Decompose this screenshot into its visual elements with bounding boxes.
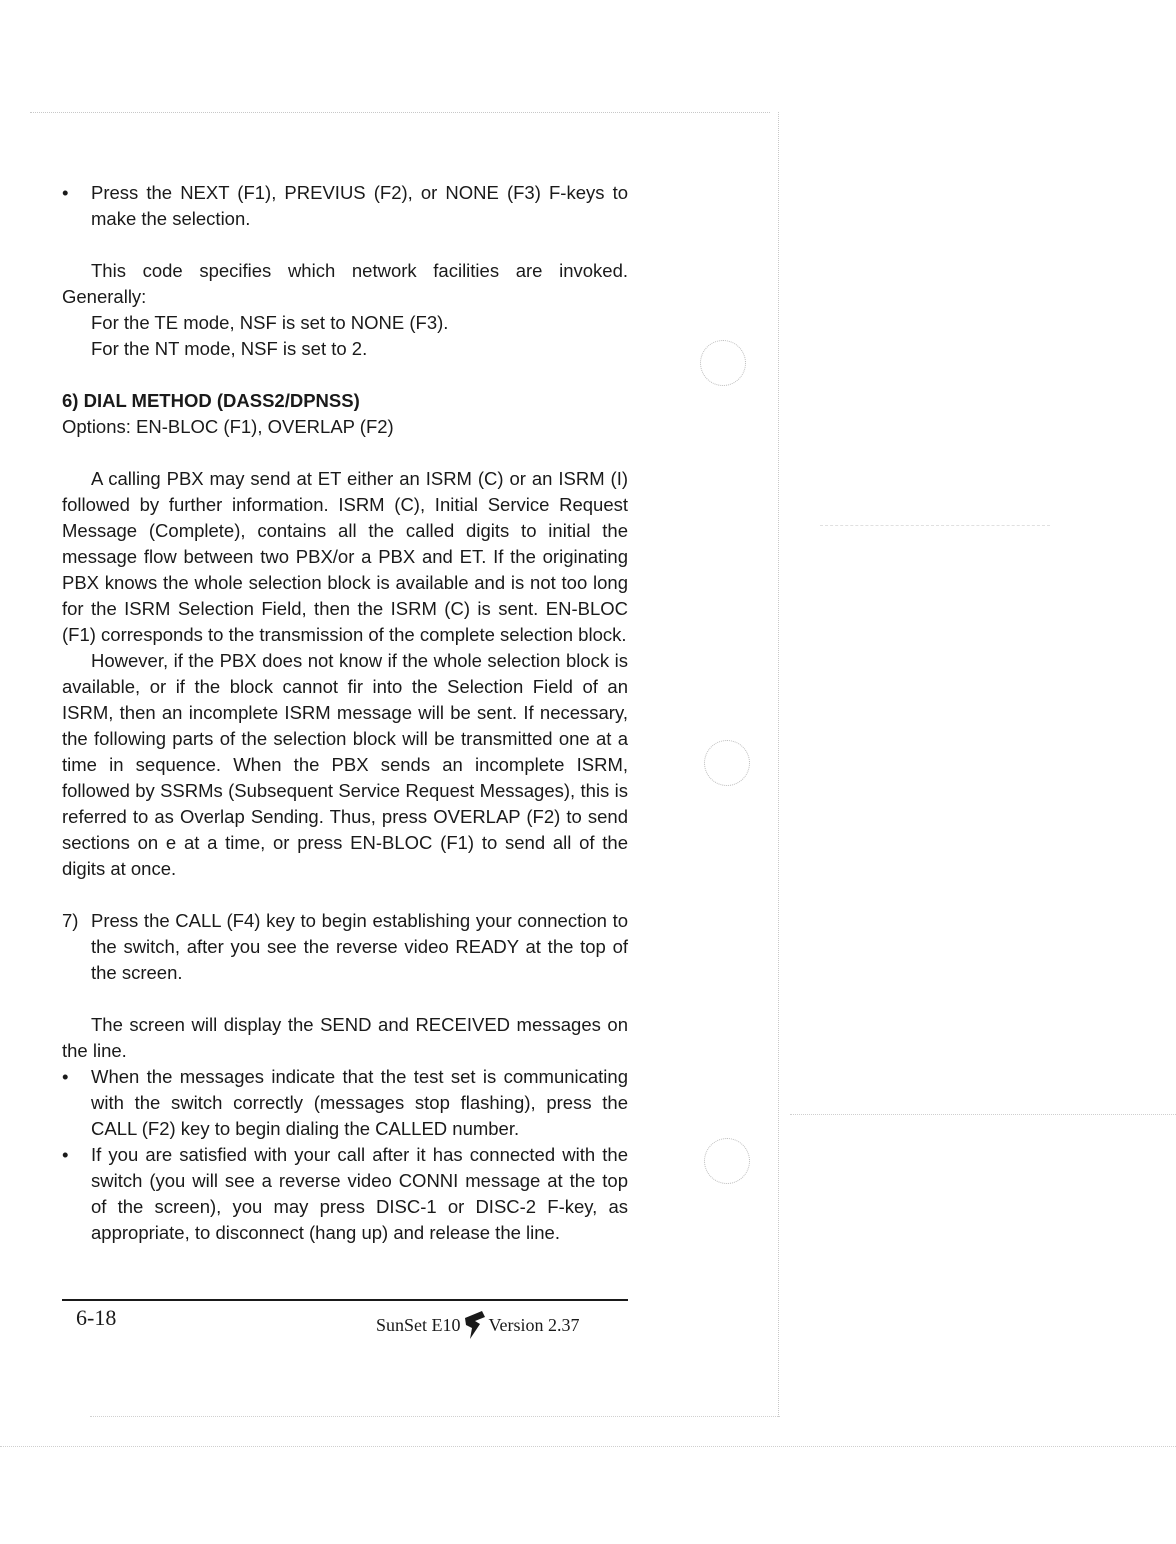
nt-mode-line: For the NT mode, NSF is set to 2. <box>91 338 368 359</box>
page-edge-top <box>30 112 770 113</box>
page-number: 6-18 <box>76 1305 117 1330</box>
page-content <box>62 180 628 1246</box>
section-heading: 6) DIAL METHOD (DASS2/DPNSS) <box>62 390 360 411</box>
bullet-text: When the messages indicate that the test set is communicating with the switch correctly (messages stop flashing), press the CALL (F2) key to begin dialing the CALLED number. <box>91 1066 628 1139</box>
scan-line-bottom <box>0 1446 1176 1447</box>
footer-rule <box>62 1299 628 1301</box>
punch-hole-top <box>700 340 746 386</box>
paragraph: However, if the PBX does not know if the whole selection block is available, or if the block cannot fir into the Selection Field of an ISRM, then an incomplete ISRM message will be sent. If necessary, the following parts of the selection block will be transmitted one at a time in sequence. When the PBX sends an incomplete ISRM, followed by SSRMs (Subsequent Service Request Messages), this is referred to as Overlap Sending. Thus, press OVERLAP (F2) to send sections on e at a time, or press EN-BLOC (F1) to send all of the digits at once. <box>62 650 628 879</box>
bullet-item <box>62 1142 628 1246</box>
step-number: 7) <box>62 910 79 931</box>
bullet-item <box>62 180 628 232</box>
page-edge-right <box>778 112 779 1417</box>
scan-line-right <box>790 1114 1176 1115</box>
paragraph: This code specifies which network facilities are invoked. Generally: <box>62 260 628 307</box>
bullet-text: Press the NEXT (F1), PREVIUS (F2), or NONE (F3) F-keys to make the selection. <box>91 182 628 229</box>
bullet-mark: • <box>62 1066 69 1087</box>
footer-title-version: Version 2.37 <box>488 1314 580 1335</box>
bullet-item <box>62 1064 628 1142</box>
sunset-logo-icon <box>462 1308 488 1342</box>
footer-title <box>376 1308 580 1342</box>
step-text: Press the CALL (F4) key to begin establishing your connection to the switch, after you see the reverse video READY at the top of the screen. <box>91 910 628 983</box>
bullet-text: If you are satisfied with your call after it has connected with the switch (you will see a reverse video CONNI message at the top of the screen), you may press DISC-1 or DISC-2 F-key, as appropriate, to disconnect (hang up) and release the line. <box>91 1144 628 1243</box>
paragraph: A calling PBX may send at ET either an ISRM (C) or an ISRM (I) followed by further information. ISRM (C), Initial Service Request Message (Complete), contains all the called digits to initial the message flow between two PBX/or a PBX and ET. If the originating PBX knows the whole selection block is available and is not too long for the ISRM Selection Field, then the ISRM (C) is sent. EN-BLOC (F1) corresponds to the transmission of the complete selection block. <box>62 468 628 645</box>
scan-line-mid <box>820 525 1050 526</box>
footer-title-product: SunSet E10 <box>376 1314 461 1335</box>
options-line: Options: EN-BLOC (F1), OVERLAP (F2) <box>62 416 394 437</box>
bullet-mark: • <box>62 1144 69 1165</box>
punch-hole-bottom <box>704 1138 750 1184</box>
te-mode-line: For the TE mode, NSF is set to NONE (F3). <box>91 312 449 333</box>
paragraph: The screen will display the SEND and RECEIVED messages on the line. <box>62 1014 628 1061</box>
step-item <box>62 908 628 986</box>
page-edge-bottom <box>90 1416 780 1417</box>
bullet-mark: • <box>62 182 69 203</box>
punch-hole-middle <box>704 740 750 786</box>
